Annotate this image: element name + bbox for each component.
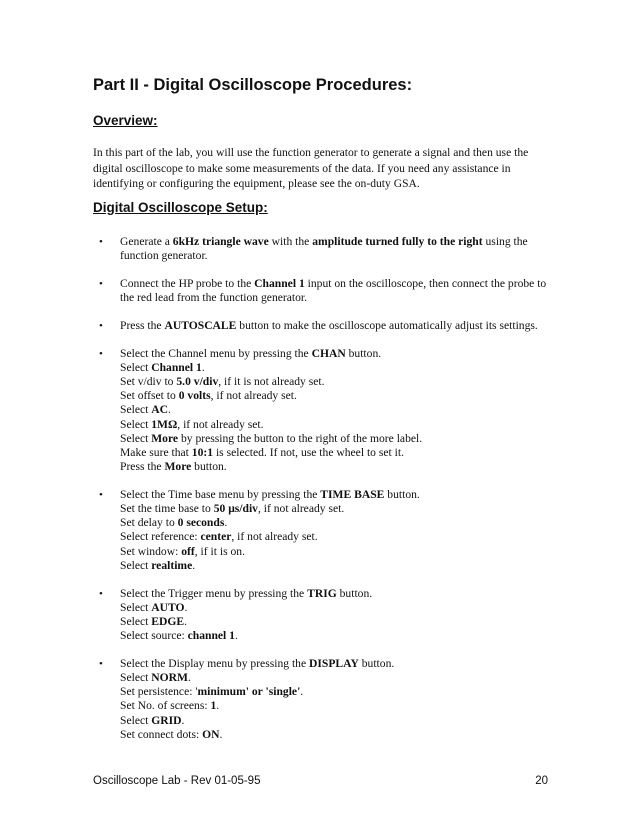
step-text: . — [300, 685, 304, 699]
step-text: . — [167, 403, 171, 417]
page-footer — [93, 775, 548, 787]
step-emphasis: AUTO — [151, 600, 185, 614]
step-emphasis: NORM — [151, 671, 188, 685]
step-text: Select — [120, 671, 152, 685]
step-text: using the function generator. — [120, 235, 528, 263]
step-text: . — [219, 727, 223, 741]
step-text: . — [181, 713, 185, 727]
step-text: Select — [120, 614, 152, 628]
step-line — [120, 389, 548, 403]
step-text: . — [184, 600, 188, 614]
step-text: Set v/div to — [120, 374, 177, 388]
bullet-icon: • — [99, 488, 103, 501]
step-emphasis: 50 μs/div — [213, 502, 258, 516]
step-text: Select — [120, 713, 152, 727]
step-text: Connect the HP probe to the — [120, 276, 255, 290]
step-line — [120, 319, 548, 333]
step-text: is selected. If not, use the wheel to set it. — [213, 445, 404, 459]
step-text: . — [187, 671, 191, 685]
step-line — [120, 432, 548, 446]
step-emphasis: AUTOSCALE — [164, 318, 237, 332]
step-text: Set offset to — [120, 389, 179, 403]
step-line — [120, 671, 548, 685]
step-text: Select the Channel menu by pressing the — [120, 346, 312, 360]
step-line — [120, 516, 548, 530]
setup-step — [93, 488, 548, 573]
step-emphasis: More — [164, 460, 192, 474]
step-line — [120, 615, 548, 629]
step-emphasis: TRIG — [307, 586, 337, 600]
step-line — [120, 530, 548, 544]
step-emphasis: channel 1 — [187, 629, 235, 643]
step-text: . — [234, 629, 238, 643]
step-text: , if not already set. — [257, 502, 345, 516]
step-text: Set connect dots: — [120, 727, 203, 741]
step-line — [120, 629, 548, 643]
step-line — [120, 559, 548, 573]
step-text: with the — [268, 235, 313, 248]
step-emphasis: 0 volts — [178, 389, 211, 403]
step-line — [120, 277, 548, 305]
step-text: . — [224, 516, 228, 530]
step-text: Set delay to — [120, 516, 178, 530]
step-text: Set window: — [120, 544, 182, 558]
step-line — [120, 361, 548, 375]
step-text: , if not already set. — [231, 530, 318, 544]
step-text: Select the Trigger menu by pressing the — [120, 586, 308, 600]
step-line — [120, 545, 548, 559]
step-line — [120, 685, 548, 699]
step-text: Generate a — [120, 235, 173, 248]
setup-step — [93, 657, 548, 742]
step-text: Set No. of screens: — [120, 699, 211, 713]
step-line — [120, 347, 548, 361]
step-line — [120, 699, 548, 713]
step-emphasis: off — [181, 544, 195, 558]
step-text: , if it is not already set. — [218, 374, 325, 388]
footer-document-label: Oscilloscope Lab - Rev 01-05-95 — [93, 775, 261, 787]
setup-step — [93, 587, 548, 644]
step-text: . — [216, 699, 220, 713]
setup-step — [93, 347, 548, 475]
step-line — [120, 587, 548, 601]
step-line — [120, 235, 548, 263]
step-emphasis: 6kHz triangle wave — [172, 235, 269, 248]
step-emphasis: Channel 1 — [254, 276, 305, 290]
bullet-icon: • — [99, 657, 103, 670]
step-text: Select the Time base menu by pressing the — [120, 487, 321, 501]
step-text: Select — [120, 600, 152, 614]
step-text: Select — [120, 403, 152, 417]
step-emphasis: center — [200, 530, 232, 544]
step-line — [120, 728, 548, 742]
page-title: Part II - Digital Oscilloscope Procedures: — [93, 76, 413, 94]
step-line — [120, 714, 548, 728]
step-text: Select — [120, 431, 152, 445]
step-emphasis: 1MΩ — [151, 417, 178, 431]
step-text: . — [184, 614, 187, 628]
overview-heading: Overview: — [93, 113, 158, 128]
page-number: 20 — [535, 775, 548, 787]
step-line — [120, 460, 548, 474]
step-text: Select — [120, 558, 152, 572]
step-line — [120, 418, 548, 432]
step-text: Press the — [120, 460, 165, 474]
bullet-icon: • — [99, 236, 103, 248]
step-emphasis: 0 seconds — [177, 516, 225, 530]
step-text: Make sure that — [120, 445, 192, 459]
step-emphasis: AC — [151, 403, 168, 417]
step-text: button. — [336, 586, 373, 600]
bullet-icon: • — [99, 587, 103, 600]
step-emphasis: More — [151, 431, 179, 445]
step-text: by pressing the button to the right of the more label. — [178, 431, 423, 445]
step-text: Select reference: — [120, 530, 201, 544]
step-text: , if not already set. — [177, 417, 264, 431]
bullet-icon: • — [99, 347, 103, 360]
step-line — [120, 403, 548, 417]
step-text: Select the Display menu by pressing the — [120, 656, 310, 670]
step-text: button. — [384, 487, 420, 501]
step-line — [120, 657, 548, 671]
step-emphasis: 10:1 — [191, 445, 214, 459]
step-text: Press the — [120, 318, 165, 332]
step-text: button. — [345, 346, 382, 360]
step-emphasis: TIME BASE — [320, 487, 385, 501]
step-line — [120, 375, 548, 389]
setup-step — [93, 235, 548, 263]
step-text: Select source: — [120, 629, 188, 643]
step-text: . — [192, 558, 196, 572]
setup-steps-list — [93, 235, 548, 756]
step-emphasis: 1 — [210, 699, 217, 713]
setup-step — [93, 277, 548, 305]
step-line — [120, 488, 548, 502]
step-emphasis: Channel 1 — [151, 360, 202, 374]
bullet-icon: • — [99, 277, 103, 290]
step-emphasis: amplitude turned fully to the right — [312, 235, 483, 248]
step-line — [120, 601, 548, 615]
step-text: button. — [191, 460, 227, 474]
step-emphasis: realtime — [151, 558, 193, 572]
overview-paragraph: In this part of the lab, you will use the function generator to generate a signal and then use the digital oscilloscope to make some measurements of the data. If you need any assistance in identifying or configuring the equipment, please see the on-duty GSA. — [93, 146, 529, 190]
setup-step — [93, 319, 548, 333]
step-text: input on the oscilloscope, then connect the probe to the red lead from the function generator. — [120, 276, 547, 305]
step-text: button to make the oscilloscope automatically adjust its settings. — [236, 318, 538, 332]
step-emphasis: GRID — [151, 713, 182, 727]
step-emphasis: DISPLAY — [309, 656, 359, 670]
step-emphasis: CHAN — [311, 346, 346, 360]
step-emphasis: EDGE — [151, 614, 185, 628]
step-line — [120, 502, 548, 516]
step-text: , if not already set. — [210, 389, 297, 403]
step-text: Select — [120, 360, 152, 374]
step-text: Set persistence: ' — [120, 685, 198, 699]
step-emphasis: 5.0 v/div — [176, 374, 219, 388]
step-text: . — [201, 360, 205, 374]
bullet-icon: • — [99, 319, 103, 332]
step-text: button. — [358, 656, 395, 670]
setup-heading: Digital Oscilloscope Setup: — [93, 200, 268, 215]
step-emphasis: ON — [202, 727, 220, 741]
step-text: Set the time base to — [120, 502, 214, 516]
step-line — [120, 446, 548, 460]
step-emphasis: minimum' or 'single' — [197, 685, 301, 699]
step-text: Select — [120, 417, 152, 431]
step-text: , if it is on. — [194, 544, 245, 558]
